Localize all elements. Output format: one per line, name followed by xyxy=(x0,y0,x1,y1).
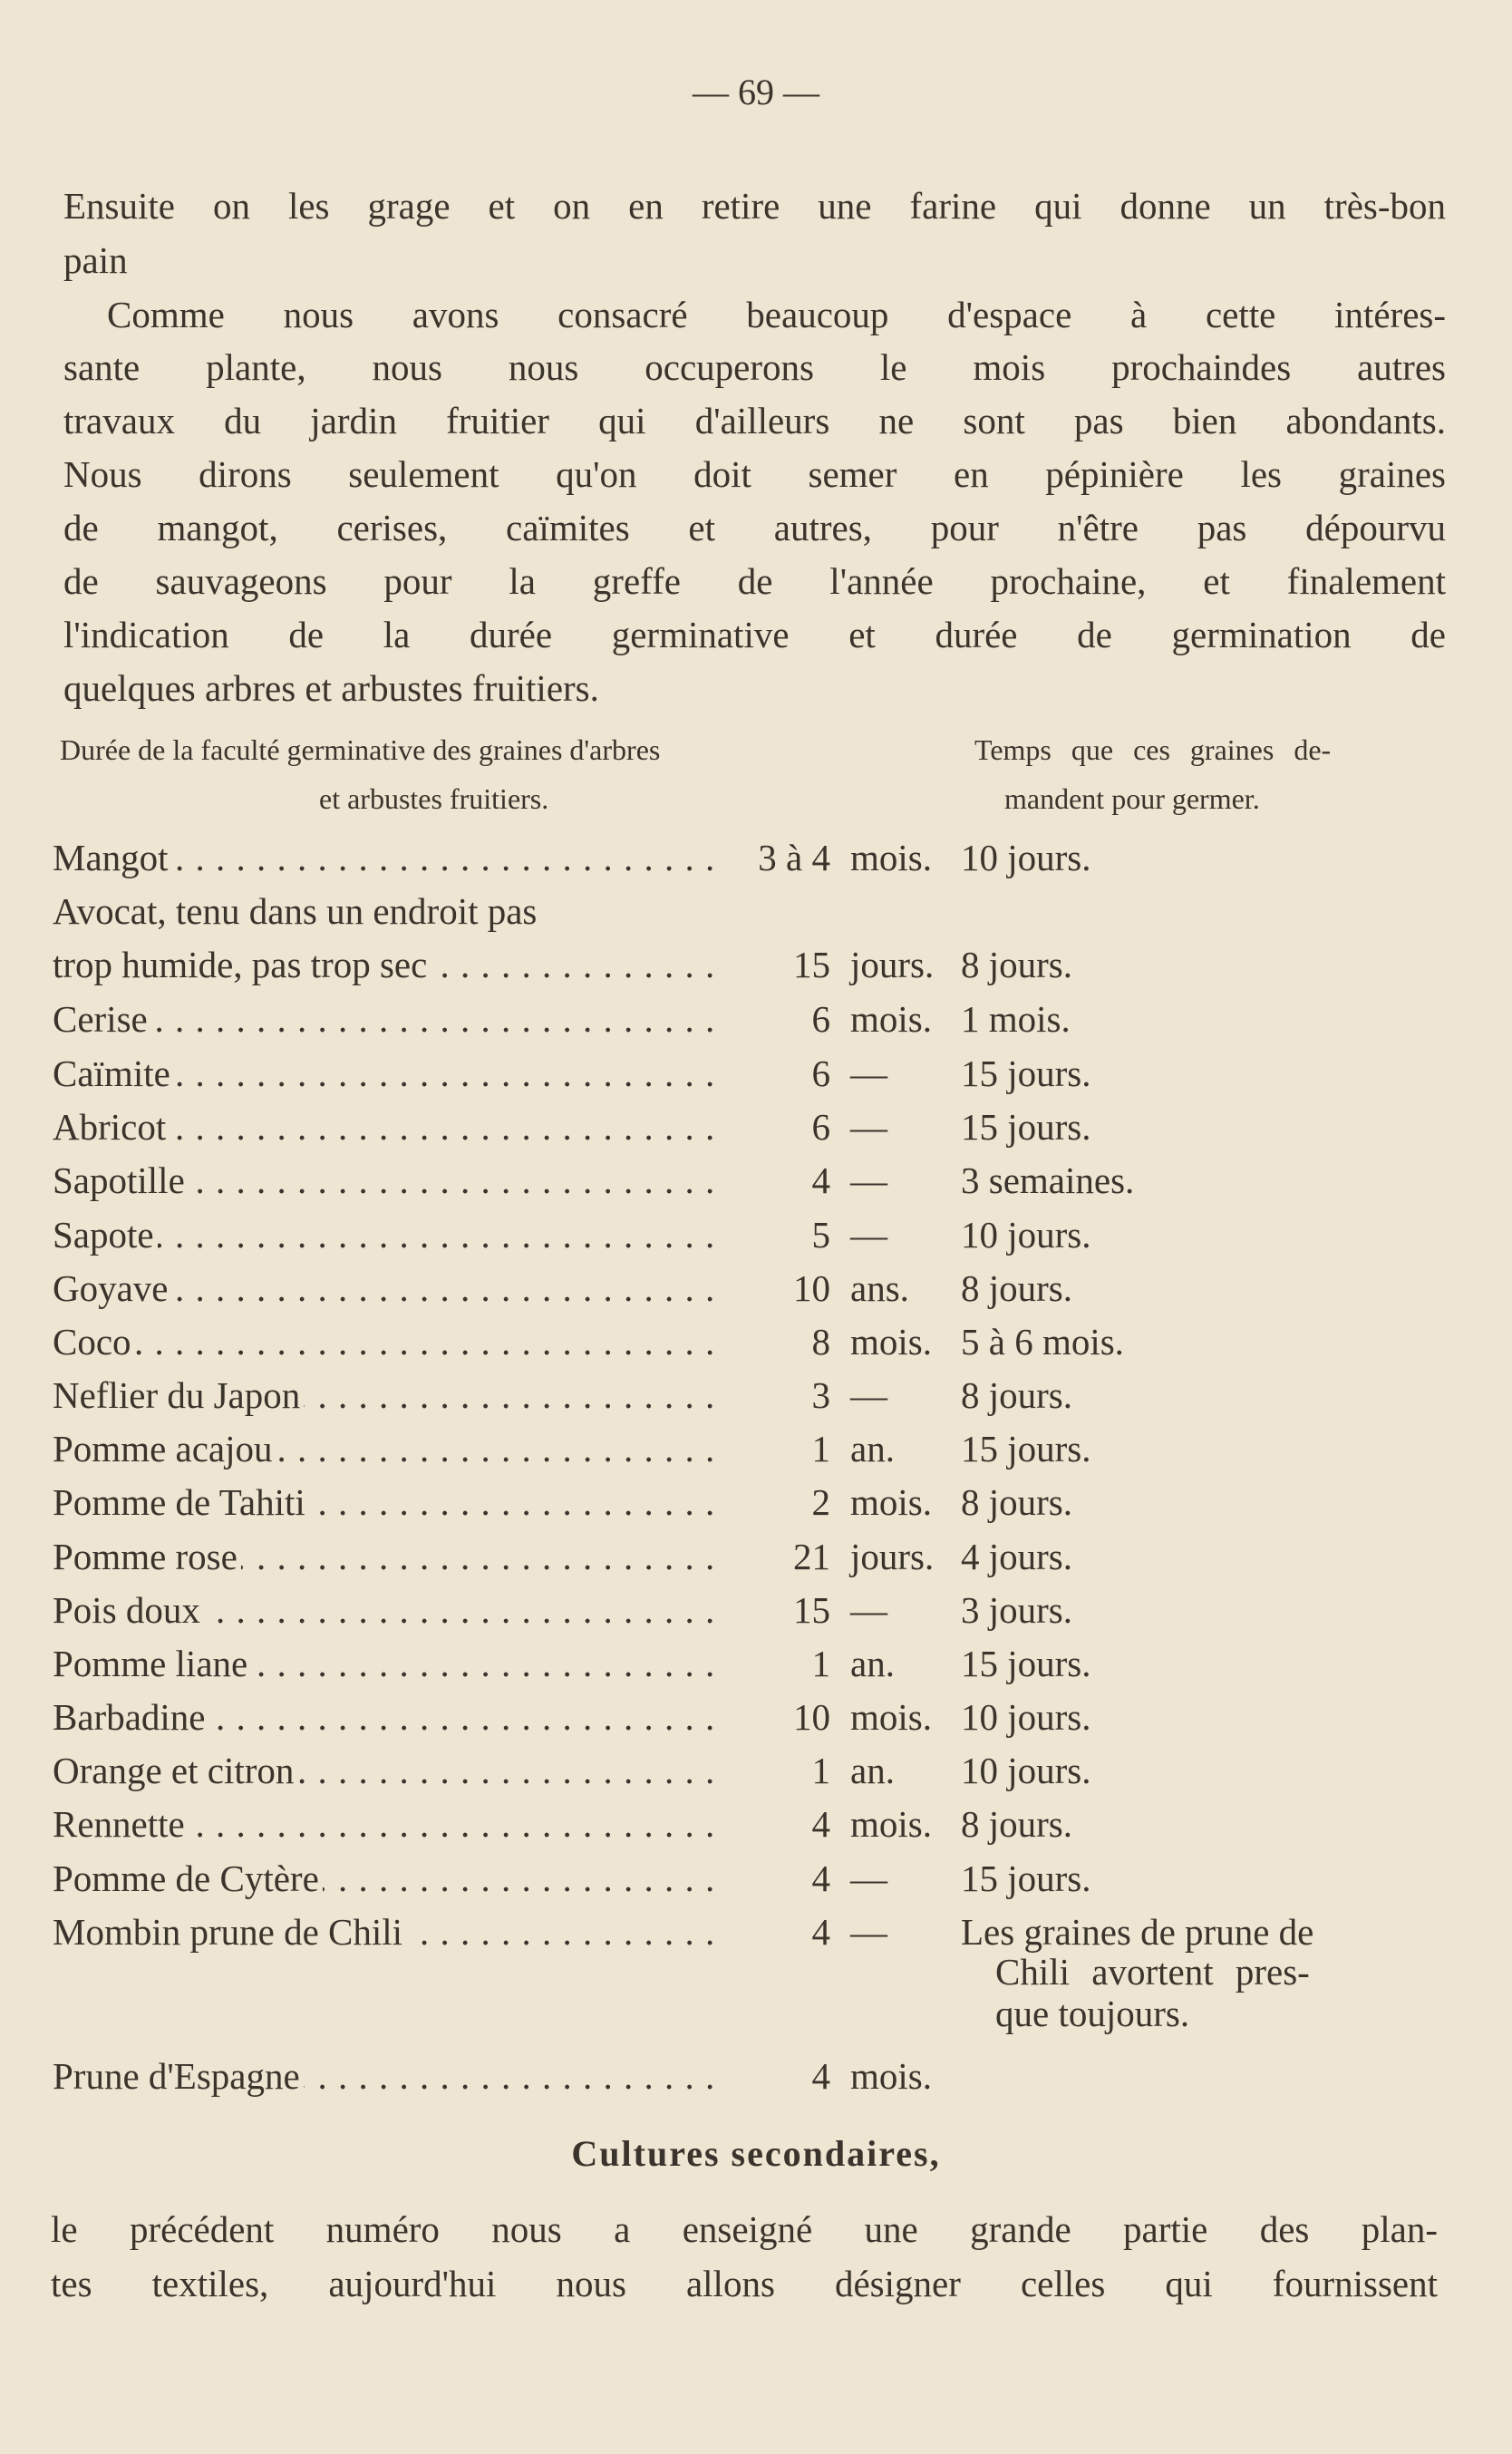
duration-unit: an. xyxy=(850,1750,895,1791)
duration-unit: — xyxy=(850,1911,887,1953)
duration-value: 15 xyxy=(723,938,830,992)
germination-time: 15 jours. xyxy=(961,1428,1091,1469)
table-row xyxy=(53,1584,1449,1637)
duration-value: 1 xyxy=(723,1744,830,1798)
duration-value: 5 xyxy=(723,1208,830,1262)
plant-name: Coco xyxy=(53,1321,135,1363)
duration-value: 6 xyxy=(723,1101,830,1154)
plant-name: Mombin prune de Chili xyxy=(53,1911,406,1953)
plant-name: Pomme de Cytère xyxy=(53,1857,323,1899)
table-row xyxy=(53,993,1449,1046)
plant-name: trop humide, pas trop sec xyxy=(53,944,431,985)
plant-name: Prune d'Espagne xyxy=(53,2055,304,2097)
table-row xyxy=(53,1476,1449,1529)
plant-name: Rennette xyxy=(53,1803,189,1845)
germination-time: 5 à 6 mois. xyxy=(961,1321,1124,1363)
duration-unit: mois. xyxy=(850,998,932,1040)
plant-name: Barbadine xyxy=(53,1696,208,1738)
plant-name: Avocat, tenu dans un endroit pas xyxy=(53,890,540,932)
germination-time: 3 jours. xyxy=(961,1589,1072,1631)
duration-value: 10 xyxy=(723,1262,830,1315)
germination-time: Les graines de prune de xyxy=(961,1911,1314,1953)
duration-value: 1 xyxy=(723,1422,830,1476)
plant-name: Mangot xyxy=(53,837,172,878)
duration-value: 1 xyxy=(723,1637,830,1691)
table-header-left-1: Durée de la faculté germinative des graines d'arbres xyxy=(60,733,661,766)
germination-time: 15 jours. xyxy=(961,1857,1091,1899)
duration-value: 6 xyxy=(723,1047,830,1101)
paragraph-line: le précédent numéro nous a enseigné une grande partie des plan- xyxy=(51,2208,1438,2250)
paragraph-line: de mangot, cerises, caïmites et autres, pour n'être pas dépourvu xyxy=(63,507,1446,548)
table-row xyxy=(53,1422,1449,1476)
plant-name: Pomme rose xyxy=(53,1536,241,1577)
paragraph-line: Comme nous avons consacré beaucoup d'espace à cette intéres- xyxy=(107,294,1446,335)
germination-time: 10 jours. xyxy=(961,1696,1091,1738)
germination-time: 10 jours. xyxy=(961,1214,1091,1256)
duration-unit: — xyxy=(850,1214,887,1256)
duration-value: 2 xyxy=(723,1476,830,1529)
table-row xyxy=(53,1208,1449,1262)
germination-time: 15 jours. xyxy=(961,1052,1091,1094)
table-row xyxy=(53,1369,1449,1422)
paragraph-line: pain xyxy=(63,239,128,281)
germination-time: 15 jours. xyxy=(961,1106,1091,1148)
plant-name: Pois doux xyxy=(53,1589,204,1631)
duration-value: 3 à 4 xyxy=(723,831,830,885)
paragraph-line: travaux du jardin fruitier qui d'ailleurs ne sont pas bien abondants. xyxy=(63,400,1446,441)
germination-time: 8 jours. xyxy=(961,1374,1072,1416)
paragraph-line: quelques arbres et arbustes fruitiers. xyxy=(63,667,599,709)
plant-name: Orange et citron xyxy=(53,1750,297,1791)
germination-time: 1 mois. xyxy=(961,998,1071,1040)
duration-unit: an. xyxy=(850,1643,895,1684)
plant-name: Sapote xyxy=(53,1214,158,1256)
plant-name: Goyave xyxy=(53,1267,172,1309)
plant-name: Neflier du Japon xyxy=(53,1374,304,1416)
plant-name: Caïmite xyxy=(53,1052,174,1094)
plant-name: Sapotille xyxy=(53,1159,189,1201)
table-row xyxy=(53,1530,1449,1584)
table-row xyxy=(53,1101,1449,1154)
duration-value: 10 xyxy=(723,1691,830,1744)
duration-unit: mois. xyxy=(850,837,932,878)
plant-name: Pomme liane xyxy=(53,1643,251,1684)
duration-unit: jours. xyxy=(850,1536,935,1577)
germination-time: 15 jours. xyxy=(961,1643,1091,1684)
table-row xyxy=(53,1154,1449,1208)
germination-time: 8 jours. xyxy=(961,1803,1072,1845)
table-row xyxy=(53,938,1449,992)
duration-unit: mois. xyxy=(850,1481,932,1523)
paragraph-line: Nous dirons seulement qu'on doit semer en pépinière les graines xyxy=(63,453,1446,495)
duration-value: 3 xyxy=(723,1369,830,1422)
table-header-right-2: mandent pour germer. xyxy=(1004,782,1260,815)
table-header-right-1: Temps que ces graines de- xyxy=(974,733,1332,766)
paragraph-line: Ensuite on les grage et on en retire une farine qui donne un très-bon xyxy=(63,185,1446,227)
duration-unit: — xyxy=(850,1374,887,1416)
duration-value: 4 xyxy=(723,1798,830,1851)
duration-value: 15 xyxy=(723,1584,830,1637)
germination-time: 8 jours. xyxy=(961,1481,1072,1523)
table-row xyxy=(53,885,1449,938)
duration-unit: mois. xyxy=(850,2055,932,2097)
table-row xyxy=(53,1047,1449,1101)
table-row xyxy=(53,1852,1449,1906)
duration-value: 4 xyxy=(723,1852,830,1906)
table-row xyxy=(53,831,1449,885)
duration-value: 6 xyxy=(723,993,830,1046)
duration-unit: ans. xyxy=(850,1267,909,1309)
duration-unit: mois. xyxy=(850,1803,932,1845)
page-number: — 69 — xyxy=(693,72,819,112)
table-row xyxy=(53,1315,1449,1369)
mombin-note-line-3: que toujours. xyxy=(995,1993,1190,2034)
duration-unit: — xyxy=(850,1857,887,1899)
duration-unit: jours. xyxy=(850,944,935,985)
plant-name: Abricot xyxy=(53,1106,170,1148)
duration-unit: mois. xyxy=(850,1696,932,1738)
duration-value: 21 xyxy=(723,1530,830,1584)
duration-value: 8 xyxy=(723,1315,830,1369)
plant-name: Cerise xyxy=(53,998,151,1040)
paragraph-line: de sauvageons pour la greffe de l'année prochaine, et finalement xyxy=(63,560,1446,602)
table-row xyxy=(53,2050,1449,2103)
germination-time: 8 jours. xyxy=(961,1267,1072,1309)
plant-name: Pomme de Tahiti xyxy=(53,1481,309,1523)
germination-time: 3 semaines. xyxy=(961,1159,1135,1201)
paragraph-line: sante plante, nous nous occuperons le mois prochaindes autres xyxy=(63,346,1446,388)
germination-time: 8 jours. xyxy=(961,944,1072,985)
paragraph-line: l'indication de la durée germinative et durée de germination de xyxy=(63,614,1446,655)
duration-unit: — xyxy=(850,1159,887,1201)
mombin-note-line-2: Chili avortent pres- xyxy=(995,1951,1310,1993)
duration-unit: an. xyxy=(850,1428,895,1469)
table-row xyxy=(53,1691,1449,1744)
duration-unit: — xyxy=(850,1106,887,1148)
paragraph-line: tes textiles, aujourd'hui nous allons désigner celles qui fournissent xyxy=(51,2263,1438,2304)
table-row xyxy=(53,1637,1449,1691)
table-header-left-2: et arbustes fruitiers. xyxy=(319,782,549,815)
duration-unit: — xyxy=(850,1589,887,1631)
duration-unit: mois. xyxy=(850,1321,932,1363)
germination-time: 4 jours. xyxy=(961,1536,1072,1577)
section-heading: Cultures secondaires, xyxy=(571,2133,941,2174)
duration-value: 4 xyxy=(723,1906,830,1959)
germination-time: 10 jours. xyxy=(961,1750,1091,1791)
plant-name: Pomme acajou xyxy=(53,1428,276,1469)
table-row xyxy=(53,1744,1449,1798)
duration-value: 4 xyxy=(723,1154,830,1208)
duration-value: 4 xyxy=(723,2050,830,2103)
table-row xyxy=(53,1262,1449,1315)
duration-unit: — xyxy=(850,1052,887,1094)
table-row xyxy=(53,1798,1449,1851)
germination-time: 10 jours. xyxy=(961,837,1091,878)
